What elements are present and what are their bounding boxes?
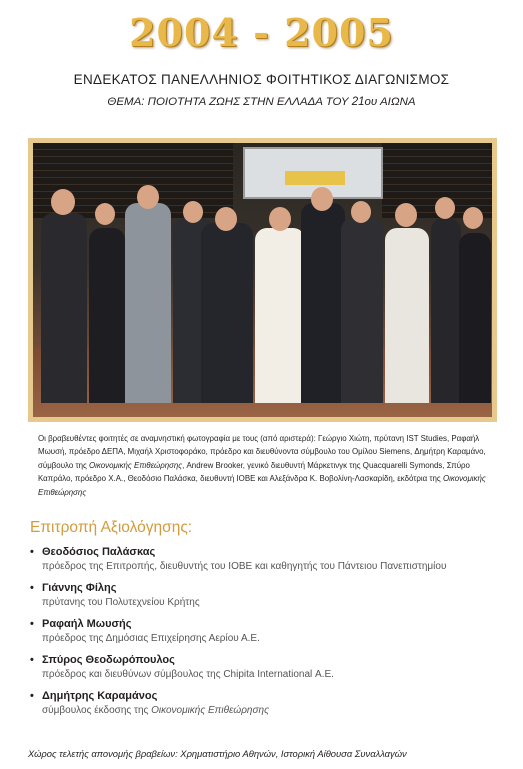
photo-caption: [38, 432, 490, 499]
caption-text: Οι βραβευθέντες φοιτητές σε αναμνηστική φωτογραφία με τους (από αριστερά): Γεώργιο Χιώτη, πρύτανη IST Studies, Ραφαήλ Μωυσή, πρόεδρο ΔΕΠΑ, Μιχαήλ Χριστοφοράκο, πρόεδρο και διευθύνοντα σύμβουλο του Ομίλου Siemens, Δημήτρη Καραμάνο, σύμβουλο της: [38, 433, 486, 470]
committee-list: [30, 545, 510, 725]
member-name: • Θεοδόσιος Παλάσκας: [30, 545, 510, 559]
list-item: [30, 581, 510, 617]
member-role: πρόεδρος και διευθύνων σύμβουλος της Chipita International Α.Ε.: [42, 669, 334, 680]
committee-heading: Επιτροπή Αξιολόγησης:: [30, 519, 193, 536]
screen-banner: [285, 171, 345, 185]
member-name: • Γιάννης Φίλης: [30, 581, 510, 595]
list-item: [30, 617, 510, 653]
list-item: [30, 689, 510, 725]
caption-publication: Οικονομικής Επιθεώρησης: [88, 459, 183, 470]
caption-text-cont: , Andrew Brooker, γενικό διευθυντή Μάρκετινγκ της Quacquarelli Symonds, Σπύρο Καπράλο, πρόεδρο Χ.Α., Θεοδόσιο Παλάσκα, διευθυντή ΙΟΒΕ και Αλεξάνδρα Κ. Βοβολίνη-Λασκαρίδη, εκδότρια της: [38, 459, 470, 484]
year-heading: 2004 - 2005: [129, 10, 394, 55]
competition-theme: ΘΕΜΑ: ΠΟΙΟΤΗΤΑ ΖΩΗΣ ΣΤΗΝ ΕΛΛΑΔΑ ΤΟΥ 21ου ΑΙΩΝΑ: [107, 96, 416, 108]
member-name: • Ραφαήλ Μωυσής: [30, 617, 510, 631]
member-role: σύμβουλος έκδοσης της Οικονομικής Επιθεώρησης: [42, 705, 269, 716]
ceremony-venue: Χώρος τελετής απονομής βραβείων: Χρηματιστήριο Αθηνών, Ιστορική Αίθουσα Συναλλαγών: [28, 748, 407, 759]
group-photo-frame: [28, 138, 497, 422]
member-role: πρύτανης του Πολυτεχνείου Κρήτης: [42, 597, 200, 608]
member-role: πρόεδρος της Επιτροπής, διευθυντής του ΙΟΒΕ και καθηγητής του Πάντειου Πανεπιστημίου: [42, 561, 447, 572]
caption-publication-2: Οικονομικής Επιθεώρησης: [38, 473, 486, 497]
competition-title: ΕΝΔΕΚΑΤΟΣ ΠΑΝΕΛΛΗΝΙΟΣ ΦΟΙΤΗΤΙΚΟΣ ΔΙΑΓΩΝΙΣΜΟΣ: [73, 72, 450, 87]
list-item: [30, 653, 510, 689]
list-item: [30, 545, 510, 581]
member-name: • Δημήτρης Καραμάνος: [30, 689, 510, 703]
member-role: πρόεδρος της Δημόσιας Επιχείρησης Αερίου Α.Ε.: [42, 633, 260, 644]
member-name: • Σπύρος Θεοδωρόπουλος: [30, 653, 510, 667]
group-photo: [33, 143, 492, 417]
